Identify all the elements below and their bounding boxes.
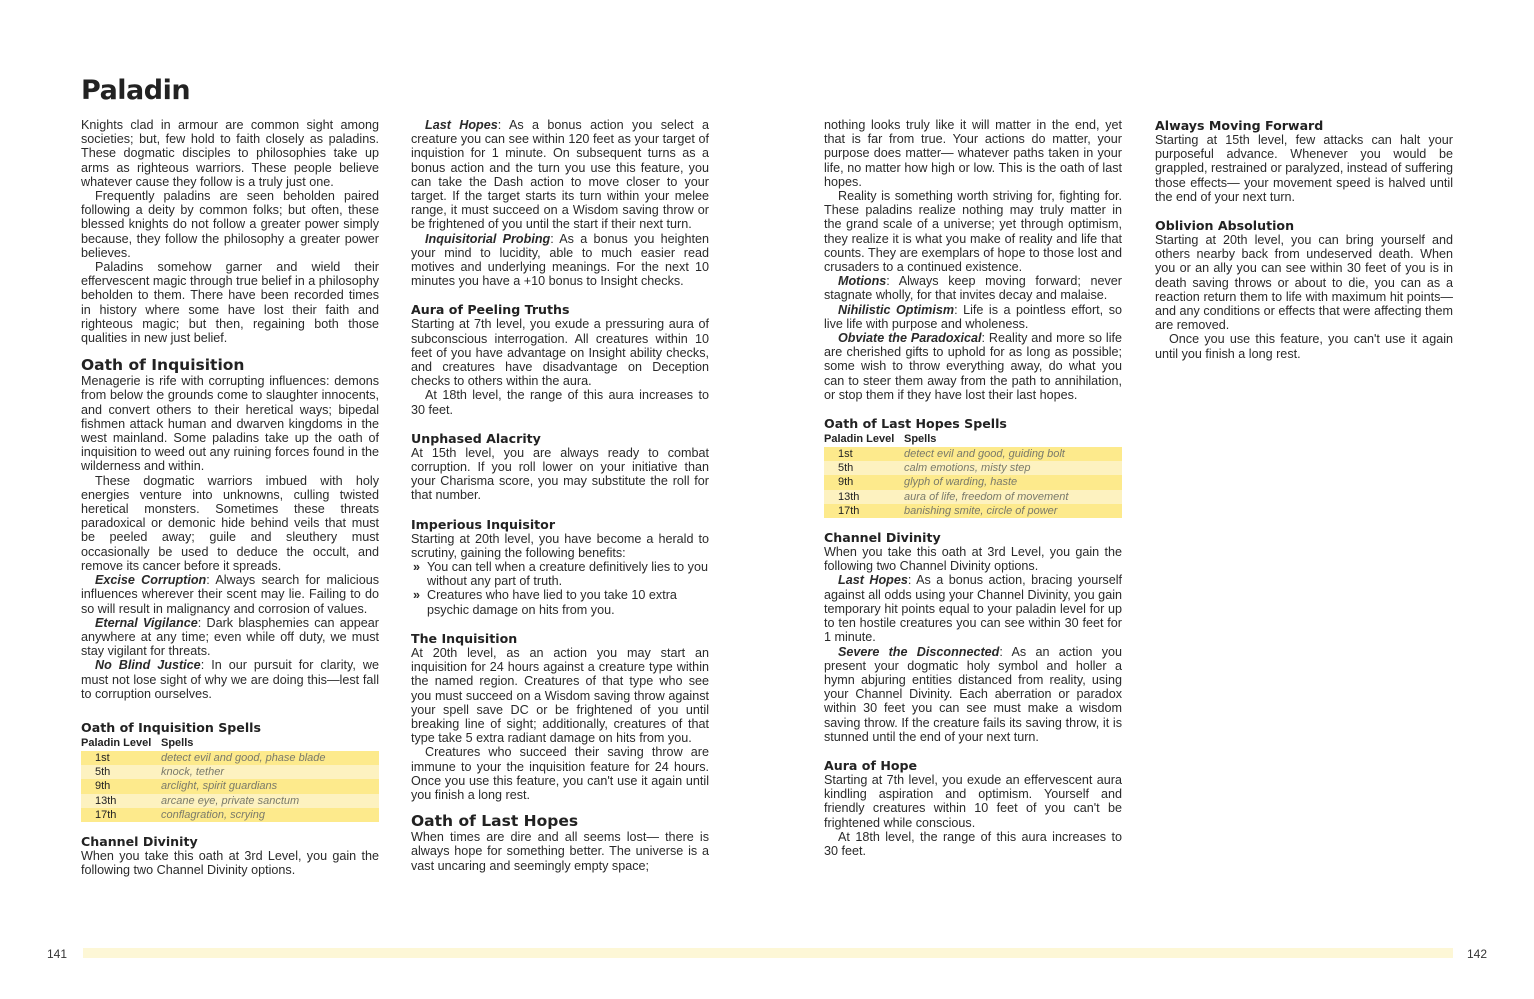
column-3 <box>824 118 1122 858</box>
oath-paragraph: These dogmatic warriors imbued with holy energies venture into unknowns, culling twisted heretical monsters. Sometimes these threats paradoxical or demonic hide behind veils that must be peeled away; guile and sleuthery must occasionally be used to deduce the occult, and remove its cancer before it spreads. <box>81 473 379 573</box>
spell-level: 13th <box>81 794 161 808</box>
spells-header-row <box>81 737 379 751</box>
feature-paragraph <box>824 573 1122 644</box>
bullet-mark-icon: » <box>413 588 421 603</box>
oath-last-hopes-text: When times are dire and all seems lost— there is always hope for something better. The universe is a vast uncaring and seemingly empty space; <box>411 830 709 873</box>
oath-inquisition-heading: Oath of Inquisition <box>81 356 245 375</box>
tenet-paragraph <box>824 331 1122 402</box>
aura-hope-heading: Aura of Hope <box>824 757 918 773</box>
table-row <box>81 808 379 822</box>
oblivion-text: Starting at 20th level, you can bring yourself and others nearby back from undeserved death. When you or an ally you can see within 30 feet of you is in death saving throws or about to die, you can as a reaction return them to life with maximum hit points— and any conditions or effects that were affecting them are removed. <box>1155 233 1453 333</box>
header-level: Paladin Level <box>824 433 895 446</box>
feature-paragraph <box>411 118 709 232</box>
feature-text: : As an action you present your dogmatic holy symbol and holler a hymn abjuring entities distanced from reality, using your Channel Divinity. Each aberration or paradox within 30 feet you can see must make a wisdom saving throw. If the creature fails its saving throw, it is stunned until the end of your next turn. <box>824 644 1122 744</box>
inquisition-text: At 20th level, as an action you may start an inquisition for 24 hours against a creature type within the named region. Creatures of that type who see you must succeed on a Wisdom saving throw against your spell save DC or be frightened of you until breaking line of sight; additionally, creatures of that type take 5 extra radiant damage on hits from you. <box>411 645 709 746</box>
imperious-text: Starting at 20th level, you have become a herald to scrutiny, gaining the following benefits: <box>411 531 709 560</box>
tenet-paragraph <box>81 658 379 701</box>
table-row <box>81 794 379 808</box>
spell-list: arclight, spirit guardians <box>161 779 379 793</box>
spells-heading: Oath of Inquisition Spells <box>81 719 261 735</box>
feature-text: : As a bonus you heighten your mind to lucidity, able to much easier read motives and underlying meanings. For the next 10 minutes you have a +10 bonus to Insight checks. <box>411 231 709 289</box>
oath-last-hopes-heading: Oath of Last Hopes <box>411 812 579 831</box>
oath-paragraph: Menagerie is rife with corrupting influences: demons from below the grounds come to slaughter innocents, and convert others to their heretical ways; bipedal fishmen attack human and dwarven kingdoms in the west mainland. Some paladins take up the oath of inquisition to weed out any ruining forces found in the wilderness and within. <box>81 374 379 474</box>
feature-lead: Last Hopes <box>838 573 908 588</box>
channel-divinity-text: When you take this oath at 3rd Level, you gain the following two Channel Divinity options. <box>81 848 379 878</box>
channel-divinity-heading: Channel Divinity <box>824 530 941 546</box>
page-title: Paladin <box>81 75 191 106</box>
bullet-text: You can tell when a creature definitively lies to you without any part of truth. <box>427 560 708 589</box>
spell-list: aura of life, freedom of movement <box>904 490 1122 504</box>
column-1 <box>81 76 379 877</box>
bullet-text: Creatures who have lied to you take 10 extra psychic damage on hits from you. <box>427 588 677 617</box>
page-number-right: 142 <box>1467 947 1488 961</box>
tenet-text: : Always keep moving forward; never stagnate wholly, for that invites decay and malaise. <box>824 274 1122 303</box>
tenet-lead: Motions <box>838 274 887 289</box>
table-row <box>81 751 379 765</box>
page-number-left: 141 <box>47 947 68 961</box>
spell-level: 5th <box>824 461 904 475</box>
bullet-mark-icon: » <box>413 560 421 575</box>
aura-peeling-text: Starting at 7th level, you exude a pressuring aura of subconscious interrogation. All creatures within 10 feet of you have advantage on Insight ability checks, and creatures have disadvantage on Deception checks to others within the aura. <box>411 317 709 389</box>
intro-paragraph: Knights clad in armour are common sight among societies; but, few hold to faith closely as paladins. These dogmatic disciples to philosophies take up arms as righteous warriors. These people believe whatever cause they follow is a truly just one. <box>81 118 379 189</box>
header-level: Paladin Level <box>81 736 152 749</box>
column-4 <box>1155 118 1453 361</box>
moving-forward-text: Starting at 15th level, few attacks can halt your purposeful advance. Whenever you would be grappled, restrained or paralyzed, instead of suffering those effects— your movement speed is halved until the end of your next turn. <box>1155 133 1454 204</box>
table-row <box>824 461 1122 475</box>
tenet-lead: Obviate the Paradoxical <box>838 331 982 346</box>
spell-list: detect evil and good, guiding bolt <box>904 447 1122 461</box>
tenet-lead: No Blind Justice <box>95 658 201 673</box>
table-row <box>81 765 379 779</box>
aura-hope-text: At 18th level, the range of this aura increases to 30 feet. <box>824 829 1122 858</box>
tenet-text: : In our pursuit for clarity, we must not lose sight of why we are doing this—lest fall to corruption ourselves. <box>81 658 379 701</box>
spell-level: 13th <box>824 490 904 504</box>
aura-peeling-text: At 18th level, the range of this aura increases to 30 feet. <box>411 388 709 417</box>
oblivion-text: Once you use this feature, you can't use it again until you finish a long rest. <box>1155 332 1453 361</box>
table-row <box>824 475 1122 489</box>
oath-paragraph: Reality is something worth striving for, fighting for. These paladins realize nothing may truly matter in the grand scale of a universe; yet through optimism, they realize it is what you make of reality and life that counts. They are exemplars of hope to those lost and crusaders to a continued existence. <box>824 189 1122 275</box>
tenet-lead: Excise Corruption <box>95 573 207 588</box>
feature-lead: Last Hopes <box>425 118 498 132</box>
table-row <box>824 447 1122 461</box>
spell-list: conflagration, scrying <box>161 808 379 822</box>
spell-list: banishing smite, circle of power <box>904 504 1122 518</box>
header-spells: Spells <box>904 433 937 446</box>
spell-list: knock, tether <box>161 765 379 779</box>
spell-level: 1st <box>824 447 904 461</box>
tenet-lead: Nihilistic Optimism <box>838 302 955 317</box>
spell-level: 17th <box>824 504 904 518</box>
inquisition-heading: The Inquisition <box>411 630 518 646</box>
alacrity-text: At 15th level, you are always ready to combat corruption. If you roll lower on your initiative than your Charisma score, you may substitute the roll for that number. <box>411 445 709 503</box>
header-spells: Spells <box>161 736 194 749</box>
tenet-paragraph <box>824 274 1122 302</box>
list-item <box>411 560 709 588</box>
channel-divinity-heading: Channel Divinity <box>81 833 198 849</box>
oath-paragraph: nothing looks truly like it will matter in the end, yet that is far from true. Your actions do matter, your purpose does matter— whatever paths taken in your life, no matter how high or low. This is the oath of last hopes. <box>824 118 1122 189</box>
feature-lead: Severe the Disconnected <box>838 644 1000 659</box>
moving-forward-heading: Always Moving Forward <box>1155 118 1324 133</box>
tenet-text: : Dark blasphemies can appear anywhere at any time; even while off duty, we must stay vigilant for threats. <box>81 615 379 659</box>
spell-list: calm emotions, misty step <box>904 461 1122 475</box>
spells-table <box>824 433 1122 518</box>
oblivion-heading: Oblivion Absolution <box>1155 218 1295 234</box>
aura-hope-text: Starting at 7th level, you exude an effervescent aura kindling aspiration and optimism. Yourself and friendly creatures within 10 feet of you can't be frightened while conscious. <box>824 772 1122 830</box>
feature-paragraph <box>411 232 709 289</box>
aura-peeling-heading: Aura of Peeling Truths <box>411 302 570 318</box>
channel-divinity-text: When you take this oath at 3rd Level, you gain the following two Channel Divinity options. <box>824 545 1122 574</box>
tenet-text: : Always search for malicious influences wherever their scent may lie. Failing to do so will result in malignancy and corrosion of values. <box>81 573 380 616</box>
table-row <box>81 779 379 793</box>
inquisition-text: Creatures who succeed their saving throw are immune to your the inquisition feature for 24 hours. Once you use this feature, you can't use it again until you finish a long rest. <box>411 745 709 802</box>
alacrity-heading: Unphased Alacrity <box>411 430 541 446</box>
spells-table <box>81 737 379 822</box>
tenet-text: : Reality and more so life are cherished gifts to uphold for as long as possible; some wish to throw everything away, do what you can to steer them away from the path to annihilation, or stop them if they have lost their last hopes. <box>824 331 1123 402</box>
spells-heading: Oath of Last Hopes Spells <box>824 416 1007 432</box>
spell-level: 1st <box>81 751 161 765</box>
tenet-paragraph <box>81 616 379 659</box>
tenet-paragraph <box>81 573 379 616</box>
feature-text: : As a bonus action, bracing yourself against all odds using your Channel Divinity, you gain temporary hit points equal to your paladin level for up to ten hostile creatures you can see within 30 feet for 1 minute. <box>824 573 1122 645</box>
spell-list: arcane eye, private sanctum <box>161 794 379 808</box>
spell-level: 17th <box>81 808 161 822</box>
imperious-heading: Imperious Inquisitor <box>411 516 556 532</box>
intro-paragraph: Frequently paladins are seen beholden paired following a deity by common folks; but often, these blessed knights do not follow a greater power simply because, they follow the philosophy a greater power believes. <box>81 189 379 260</box>
table-row <box>824 490 1122 504</box>
spell-list: detect evil and good, phase blade <box>161 751 379 765</box>
spell-level: 9th <box>824 475 904 489</box>
column-2 <box>411 118 709 873</box>
feature-paragraph <box>824 645 1122 744</box>
feature-text: : As a bonus action you select a creature you can see within 120 feet as your target of inquistion for 1 minute. On subsequent turns as a bonus action and the turn you use this feature, you can take the Dash action to move closer to your target. If the target starts its turn within your melee range, it must succeed on a Wisdom saving throw or be frightened of you until the start if their next turn. <box>411 118 710 232</box>
tenet-paragraph <box>824 303 1122 331</box>
feature-lead: Inquisitorial Probing <box>425 231 551 246</box>
spells-header-row <box>824 433 1122 447</box>
tenet-text: : Life is a pointless effort, so live life with purpose and wholeness. <box>824 302 1122 331</box>
intro-paragraph: Paladins somehow garner and wield their effervescent magic through true belief in a philosophy beholden to them. There have been recorded times in history where some have lost their faith and righteous magic; but then, regaining both those qualities in new just belief. <box>81 260 380 346</box>
table-row <box>824 504 1122 518</box>
list-item <box>411 588 709 616</box>
footer-bar <box>83 948 1453 958</box>
spell-level: 9th <box>81 779 161 793</box>
spell-list: glyph of warding, haste <box>904 475 1122 489</box>
tenet-lead: Eternal Vigilance <box>95 615 198 630</box>
spell-level: 5th <box>81 765 161 779</box>
